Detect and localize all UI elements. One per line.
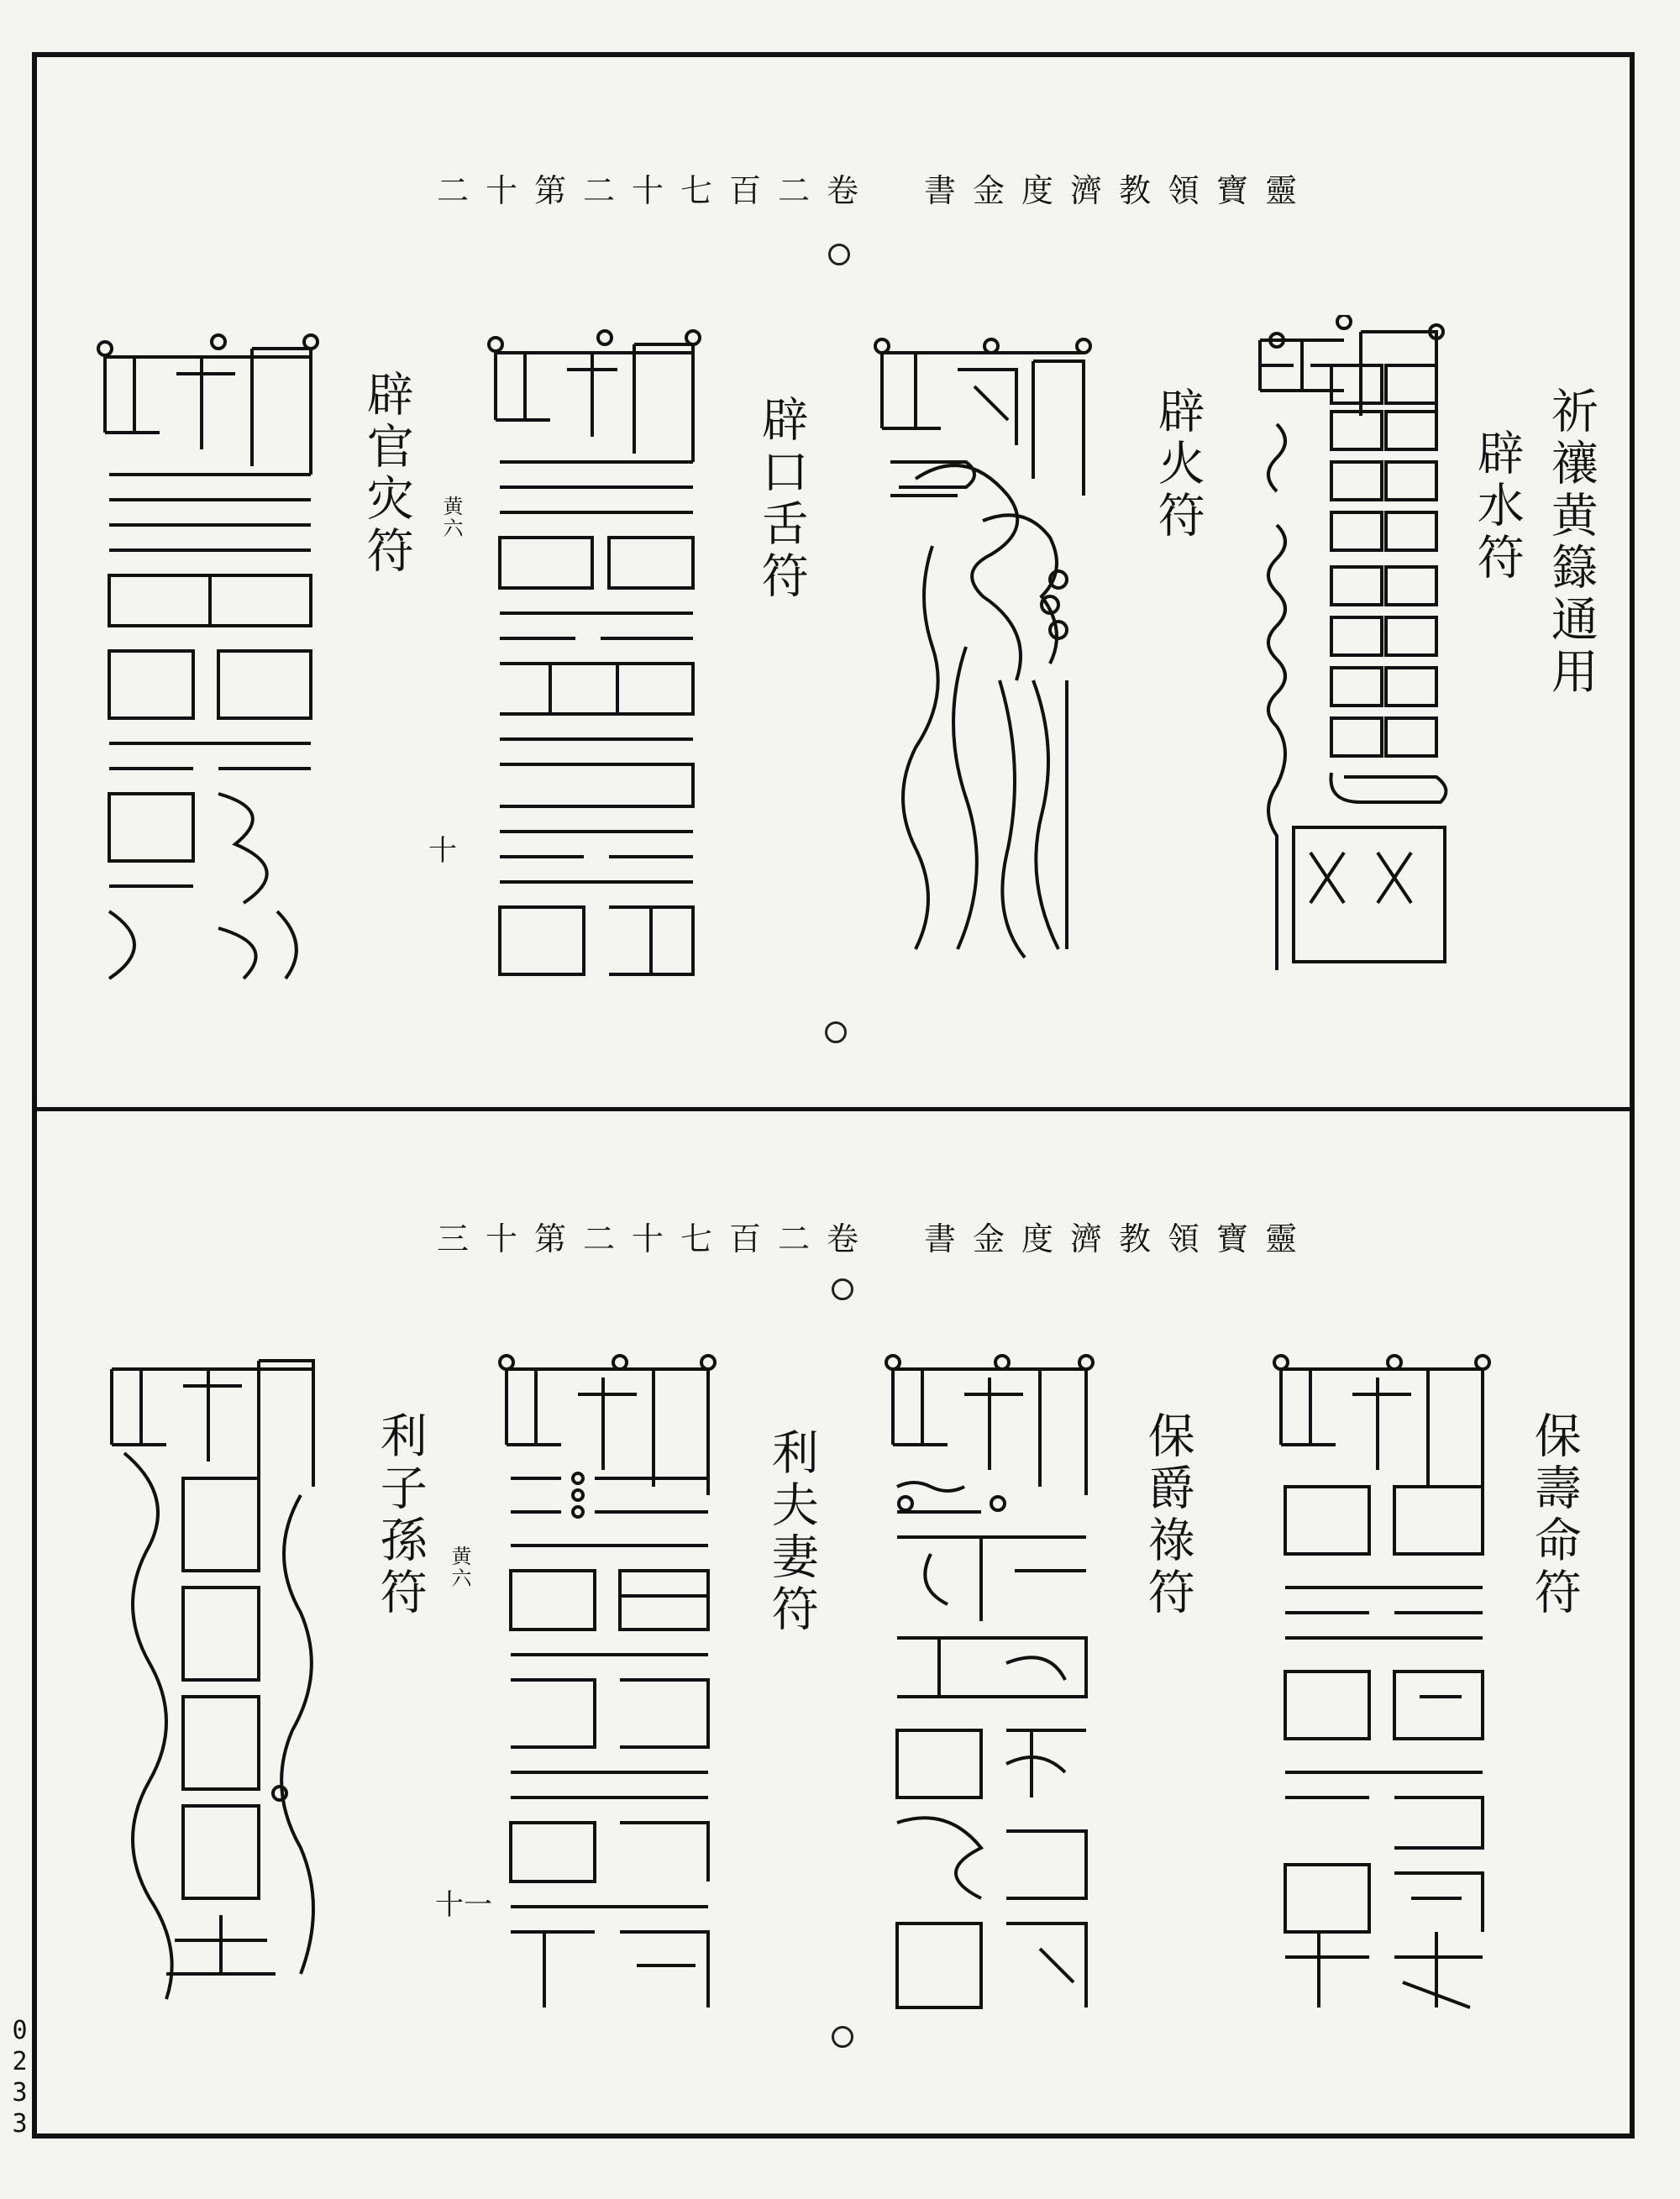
rank-talisman-glyph	[880, 1344, 1099, 2016]
page-divider	[32, 1107, 1635, 1111]
label-children-talisman: 利子孫符	[372, 1411, 428, 1619]
mouth-talisman-glyph	[483, 319, 710, 983]
label-official-talisman: 辟官灾符	[359, 370, 414, 578]
bottom-small-note: 黄六	[448, 1546, 471, 1589]
top-binding-hole-upper	[828, 244, 850, 265]
fire-talisman-glyph	[865, 328, 1109, 966]
spouse-talisman-glyph	[494, 1344, 721, 2016]
bottom-binding-hole-lower	[832, 2026, 853, 2048]
official-talisman-glyph	[92, 323, 328, 987]
children-talisman-glyph	[99, 1336, 326, 2007]
label-longevity-talisman: 保壽命符	[1526, 1411, 1582, 1619]
bottom-binding-hole-upper	[832, 1278, 853, 1300]
water-talisman-glyph	[1243, 315, 1462, 979]
top-page-header: 二十第二十七百二卷 書金度濟教領寶靈	[437, 172, 1315, 209]
top-binding-hole-lower	[825, 1021, 847, 1043]
bottom-page-header: 三十第二十七百二卷 書金度濟教領寶靈	[437, 1220, 1315, 1257]
bottom-folio: 十一	[435, 1888, 492, 1922]
label-rank-talisman: 保爵祿符	[1140, 1411, 1195, 1619]
ritual-title: 祈禳黄籙通用	[1543, 386, 1599, 699]
label-mouth-talisman: 辟口舌符	[753, 395, 809, 603]
label-water-talisman: 辟水符	[1469, 428, 1525, 585]
longevity-talisman-glyph	[1268, 1344, 1495, 2016]
label-fire-talisman: 辟火符	[1150, 386, 1205, 543]
top-folio: 十	[428, 834, 457, 868]
page-number: 0233	[5, 2016, 34, 2140]
top-small-note: 黄六	[439, 496, 463, 539]
label-spouse-talisman: 利夫妻符	[764, 1428, 819, 1636]
